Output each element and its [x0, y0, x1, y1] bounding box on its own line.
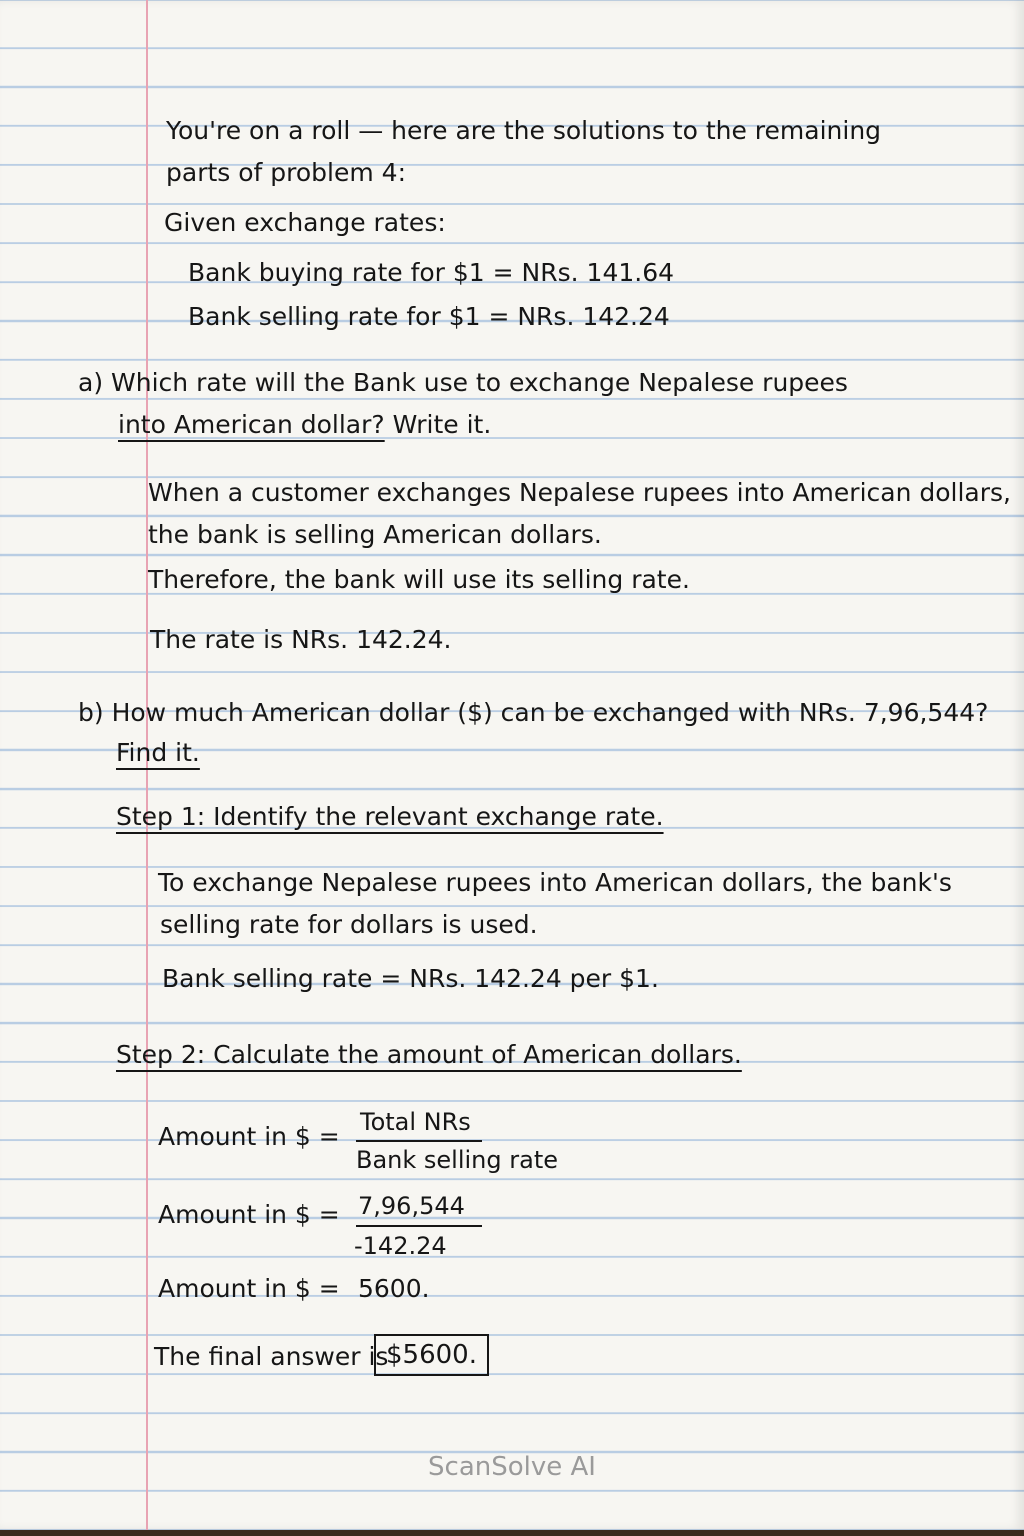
step-2-heading: Step 2: Calculate the amount of American dollars.: [116, 1040, 742, 1069]
equation-1-label: Amount in $ =: [158, 1122, 340, 1151]
equation-2-fraction-bar: [356, 1225, 482, 1227]
given-heading: Given exchange rates:: [164, 208, 446, 237]
part-a-question-tail: Write it.: [384, 410, 492, 439]
part-a-question-line-2: [118, 410, 491, 439]
part-a-answer-line-3: Therefore, the bank will use its selling rate.: [148, 565, 690, 594]
part-a-question-underlined: into American dollar?: [118, 410, 385, 439]
part-b-question-line-2: Find it.: [116, 738, 200, 767]
intro-line-2: parts of problem 4:: [166, 158, 407, 187]
step-1-line-1: To exchange Nepalese rupees into American dollars, the bank's: [158, 868, 952, 897]
part-a-answer-line-2: the bank is selling American dollars.: [148, 520, 602, 549]
buying-rate: Bank buying rate for $1 = NRs. 141.64: [188, 258, 675, 287]
selling-rate: Bank selling rate for $1 = NRs. 142.24: [188, 302, 670, 331]
part-b-question-line-1: b) How much American dollar ($) can be exchanged with NRs. 7,96,544?: [78, 698, 989, 727]
equation-3-result: 5600.: [358, 1274, 430, 1303]
intro-line-1: You're on a roll — here are the solutions to the remaining: [166, 116, 882, 145]
equation-2-numerator: 7,96,544: [358, 1192, 465, 1220]
step-1-line-3: Bank selling rate = NRs. 142.24 per $1.: [162, 964, 659, 993]
equation-2-label: Amount in $ =: [158, 1200, 340, 1229]
equation-1-numerator: Total NRs: [360, 1108, 471, 1136]
step-1-heading: Step 1: Identify the relevant exchange rate.: [116, 802, 664, 831]
part-a-final-rate: The rate is NRs. 142.24.: [150, 625, 452, 654]
watermark: ScanSolve AI: [428, 1452, 596, 1482]
equation-1-denominator: Bank selling rate: [356, 1146, 559, 1174]
part-a-question-line-1: a) Which rate will the Bank use to exchange Nepalese rupees: [78, 368, 848, 397]
step-1-line-2: selling rate for dollars is used.: [160, 910, 538, 939]
equation-2-denominator: -142.24: [354, 1232, 447, 1260]
final-answer-box: $5600.: [374, 1334, 489, 1376]
equation-1-fraction-bar: [356, 1140, 482, 1142]
final-answer-label: The final answer is: [154, 1342, 389, 1371]
part-a-answer-line-1: When a customer exchanges Nepalese rupees into American dollars,: [148, 478, 1012, 507]
equation-3-label: Amount in $ =: [158, 1274, 340, 1303]
